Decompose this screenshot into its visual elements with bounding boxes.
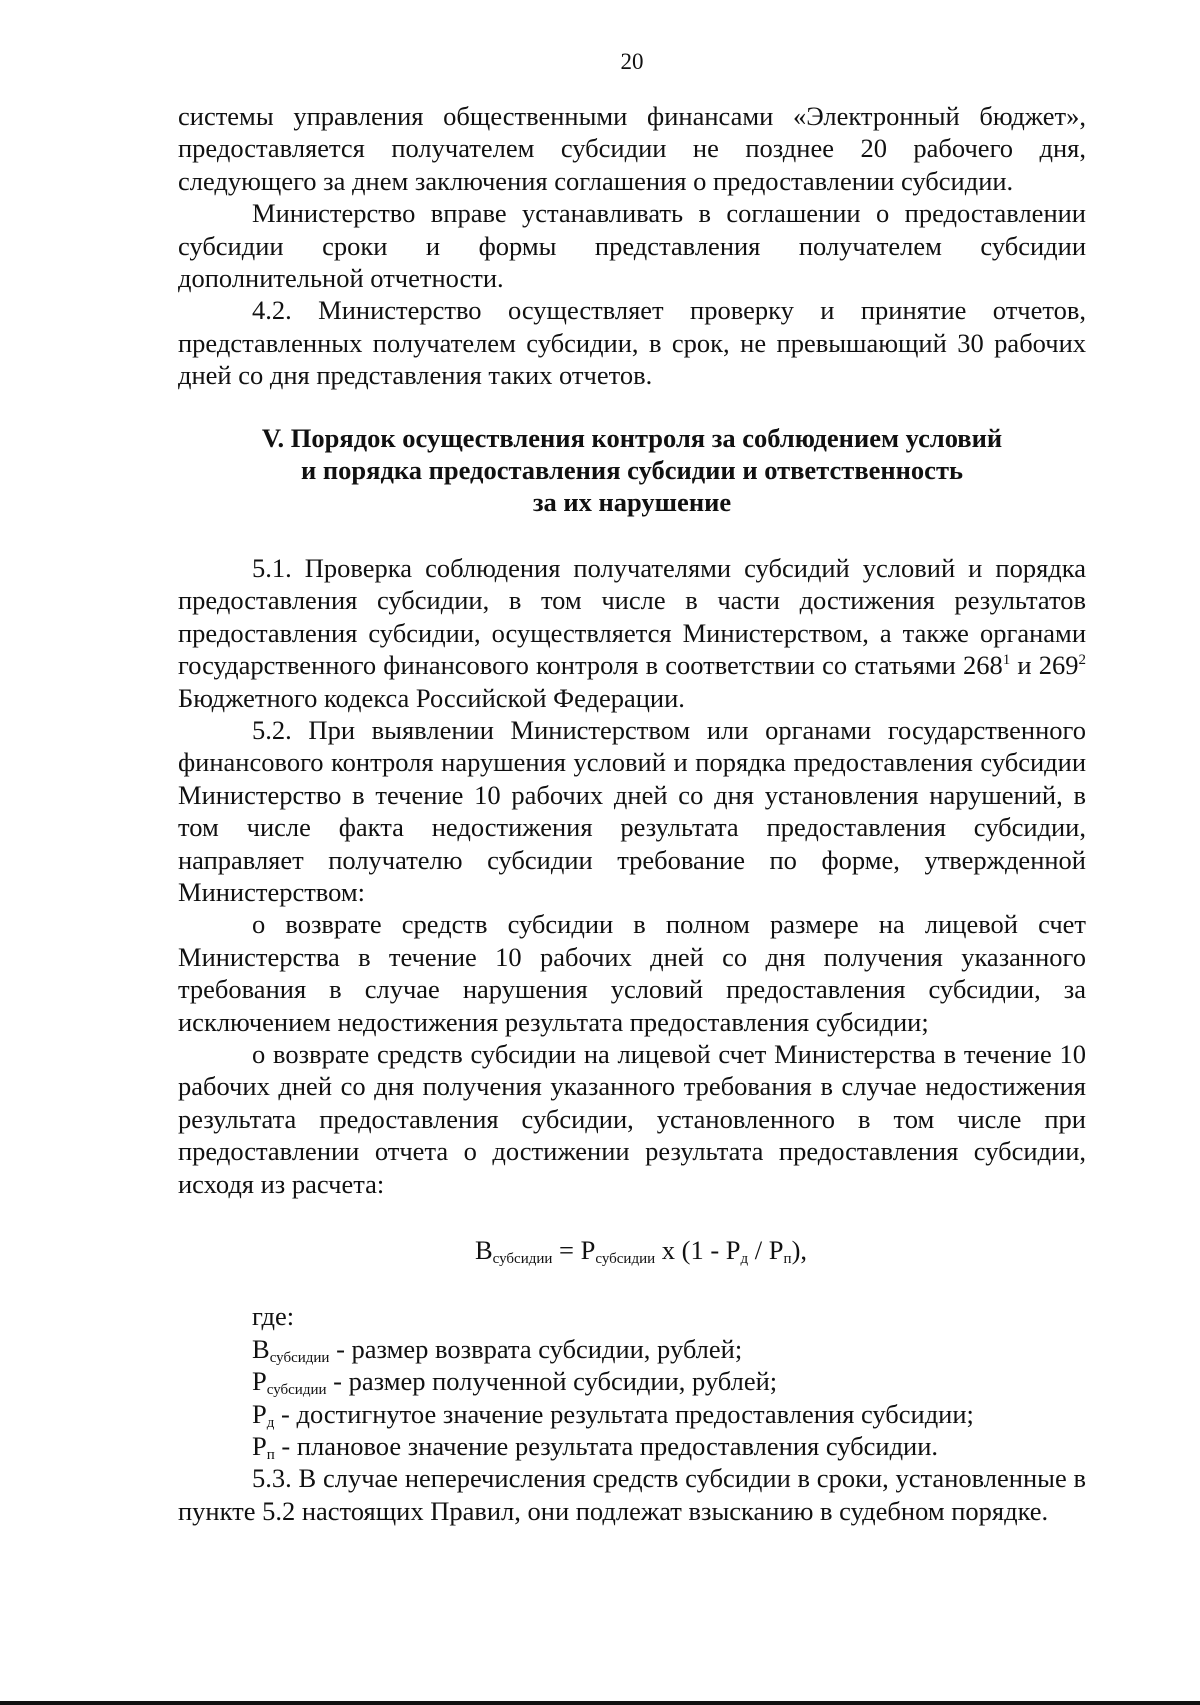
where-label: где:: [252, 1301, 295, 1332]
section-heading-line: за их нарушение: [532, 487, 732, 518]
paragraph-5-2: 5.2. При выявлении Министерством или органами государственного финансового контроля нарушения условий и порядка предоставления субсидии Министерство в течение 10 рабочих дней со дня установления нарушений, в том числе факта недостижения результата предоставления субсидии, направляет получателю субсидии требование по форме, утвержденной Министерством:: [178, 714, 1086, 907]
section-heading: [178, 422, 1086, 519]
paragraph-additional-reporting: Министерство вправе устанавливать в соглашении о предоставлении субсидии сроки и формы представления получателем субсидии дополнительной отчетности.: [178, 198, 1086, 294]
page-number: 20: [620, 49, 644, 74]
p51-text: 5.1. Проверка соблюдения получателями субсидий условий и порядка предоставления субсидии, в том числе в части достижения результатов предоставления субсидии, осуществляется Министерством, а также органами государственного финансового контроля в соответствии со статьями 268: [178, 552, 1086, 681]
paragraph-5-3: 5.3. В случае неперечисления средств субсидии в сроки, установленные в пункте 5.2 настоящих Правил, они подлежат взысканию в судебном порядке.: [178, 1463, 1086, 1526]
paragraph-5-1: [178, 552, 1086, 714]
superscript: 2: [1078, 652, 1086, 669]
definition-item: $Р_{субсидии}$ - размер полученной субсидии, рублей;: [252, 1366, 778, 1399]
definition-item: $Р_п$ - плановое значение результата предоставления субсидии.: [252, 1431, 939, 1464]
p51-text: и 269: [1010, 650, 1079, 681]
bottom-border: [0, 1701, 1200, 1705]
paragraph-partial-return: о возврате средств субсидии на лицевой счет Министерства в течение 10 рабочих дней со дня получения указанного требования в случае недостижения результата предоставления субсидии, установленного в том числе при предоставлении отчета о достижении результата предоставления субсидии, исходя из расчета:: [178, 1038, 1086, 1199]
superscript: 1: [1002, 652, 1011, 669]
document-body: [178, 100, 1086, 1527]
p51-text: Бюджетного кодекса Российской Федерации.: [178, 682, 685, 713]
definition-item: $В_{субсидии}$ - размер возврата субсидии, рублей;: [252, 1333, 743, 1366]
section-heading-line: и порядка предоставления субсидии и ответственность: [301, 455, 963, 486]
paragraph-4-2: 4.2. Министерство осуществляет проверку и принятие отчетов, представленных получателем субсидии, в срок, не превышающий 30 рабочих дней со дня представления таких отчетов.: [178, 295, 1086, 391]
paragraph-full-return: о возврате средств субсидии в полном размере на лицевой счет Министерства в течение 10 рабочих дней со дня получения указанного требования в случае нарушения условий предоставления субсидии, за исключением недостижения результата предоставления субсидии;: [178, 909, 1086, 1037]
section-heading-line: V. Порядок осуществления контроля за соблюдением условий: [261, 422, 1003, 453]
paragraph-continuation: системы управления общественными финансами «Электронный бюджет», предоставляется получателем субсидии не позднее 20 рабочего дня, следующего за днем заключения соглашения о предоставлении субсидии.: [178, 101, 1086, 196]
return-formula: $В_{субсидии} = Р_{субсидии}$ х $(1 - Р_д / Р_п)$,: [474, 1235, 808, 1267]
definition-item: $Р_д$ - достигнутое значение результата предоставления субсидии;: [252, 1398, 974, 1431]
